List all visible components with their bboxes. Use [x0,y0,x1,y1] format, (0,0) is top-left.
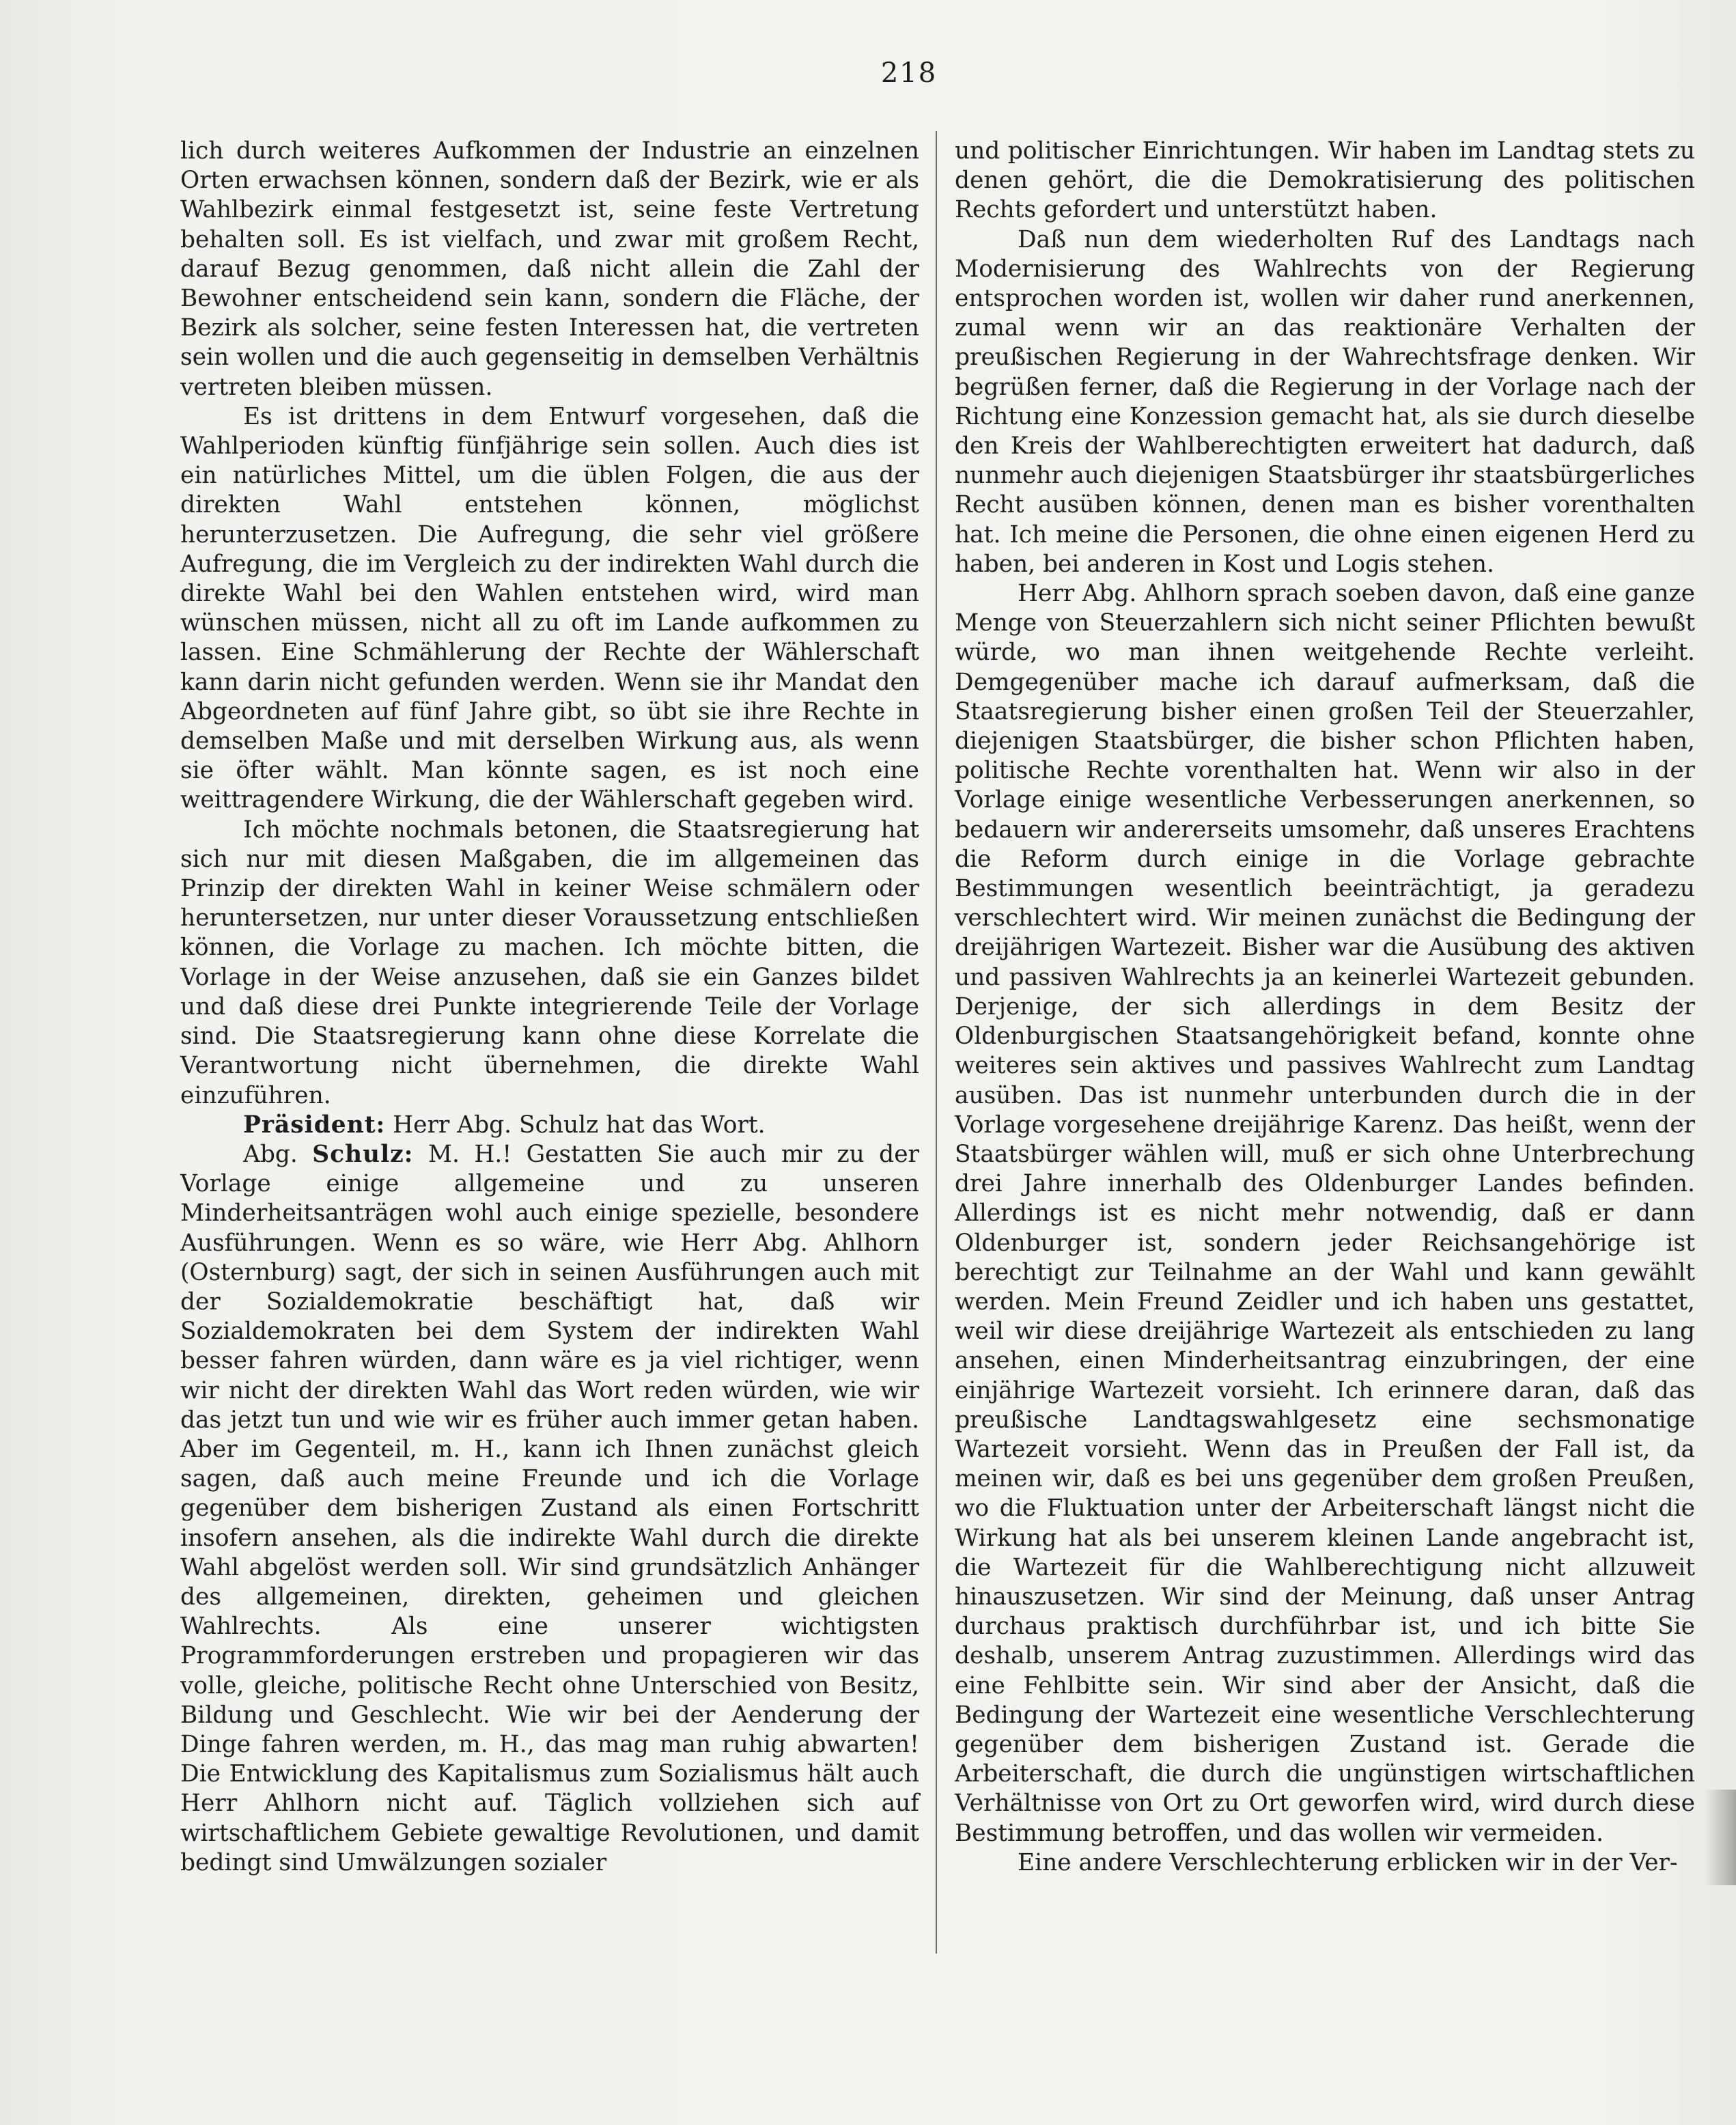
scan-edge-shadow [1705,1790,1736,1885]
speaker-paragraph [180,1111,919,1140]
speaker-label: Präsident: [243,1111,386,1139]
paragraph: Herr Abg. Ahlhorn sprach soeben davon, daß eine ganze Menge von Steuerzahlern sich nicht seiner Pflichten bewußt würde, wo man ihnen weitgehende Rechte verleiht. Demgegenüber mache ich darauf aufmerksam, daß die Staatsregierung bisher einen großen Teil der Steuerzahler, diejenigen Staatsbürger, die bisher schon Pflichten haben, politische Rechte vorenthalten hat. Wenn wir also in der Vorlage einige wesentliche Verbesserungen anerkennen, so bedauern wir andererseits umsomehr, daß unseres Erachtens die Reform durch einige in die Vorlage gebrachte Bestimmungen wesentlich beeinträchtigt, ja geradezu verschlechtert wird. Wir meinen zunächst die Bedingung der dreijährigen Wartezeit. Bisher war die Ausübung des aktiven und passiven Wahlrechts ja an keinerlei Wartezeit gebunden. Derjenige, der sich allerdings in dem Besitz der Oldenburgischen Staatsangehörigkeit befand, konnte ohne weiteres sein aktives und passives Wahlrecht zum Landtag ausüben. Das ist nunmehr unterbunden durch die in der Vorlage vorgesehene dreijährige Karenz. Das heißt, wenn der Staatsbürger wählen will, muß er sich ohne Unterbrechung drei Jahre innerhalb des Oldenburger Landes befinden. Allerdings ist es nicht mehr notwendig, daß er dann Oldenburger ist, sondern jeder Reichsangehörige ist berechtigt zur Teilnahme an der Wahl und kann gewählt werden. Mein Freund Zeidler und ich haben uns gestattet, weil wir diese dreijährige Wartezeit als entschieden zu lang ansehen, einen Minderheitsantrag einzubringen, der eine einjährige Wartezeit vorsieht. Ich erinnere daran, daß das preußische Landtagswahlgesetz eine sechsmonatige Wartezeit vorsieht. Wenn das in Preußen der Fall ist, da meinen wir, daß es bei uns gegenüber dem großen Preußen, wo die Fluktuation unter der Arbeiterschaft längst nicht die Wirkung hat als bei unserem kleinen Lande angebracht ist, die Wartezeit für die Wahlberechtigung nicht allzuweit hinauszusetzen. Wir sind der Meinung, daß unser Antrag durchaus praktisch durchführbar ist, und ich bitte Sie deshalb, unserem Antrag zuzustimmen. Allerdings wird das eine Fehlbitte sein. Wir sind aber der Ansicht, daß die Bedingung der Wartezeit eine wesentliche Verschlechterung gegenüber dem bisherigen Zustand ist. Gerade die Arbeiterschaft, die durch die ungünstigen wirtschaftlichen Verhältnisse von Ort zu Ort geworfen wird, wird durch diese Bestimmung betroffen, und das wollen wir vermeiden. [955,580,1695,1847]
left-column [180,137,919,1878]
speaker-prefix: Abg. [243,1140,298,1168]
paragraph: und politischer Einrichtungen. Wir haben im Landtag stets zu denen gehört, die die Demokratisierung des politischen Rechts gefordert und unterstützt haben. [955,137,1695,224]
paragraph: lich durch weiteres Aufkommen der Industrie an einzelnen Orten erwachsen können, sondern daß der Bezirk, wie er als Wahlbezirk einmal festgesetzt ist, seine feste Vertretung behalten soll. Es ist vielfach, und zwar mit großem Recht, darauf Bezug genommen, daß nicht allein die Zahl der Bewohner entscheidend sein kann, sondern die Fläche, der Bezirk als solcher, seine festen Interessen hat, die vertreten sein wollen und die auch gegenseitig in demselben Verhältnis vertreten bleiben müssen. [180,137,919,401]
page-number: 218 [880,57,938,89]
paragraph: Es ist drittens in dem Entwurf vorgesehen, daß die Wahlperioden künftig fünfjährige sein sollen. Auch dies ist ein natürliches Mittel, um die üblen Folgen, die aus der direkten Wahl entstehen können, möglichst herunterzusetzen. Die Aufregung, die sehr viel größere Aufregung, die im Vergleich zu der indirekten Wahl durch die direkte Wahl bei den Wahlen entstehen wird, wird man wünschen müssen, nicht all zu oft im Lande aufkommen zu lassen. Eine Schmählerung der Rechte der Wählerschaft kann darin nicht gefunden werden. Wenn sie ihr Mandat den Abgeordneten auf fünf Jahre gibt, so übt sie ihre Rechte in demselben Maße und mit derselben Wirkung aus, als wenn sie öfter wählt. Man könnte sagen, es ist noch eine weittragendere Wirkung, die der Wählerschaft gegeben wird. [180,402,919,814]
column-divider [936,131,937,1954]
right-column [955,137,1695,1878]
speaker-label: Schulz: [312,1140,414,1168]
paragraph-text: M. H.! Gestatten Sie auch mir zu der Vorlage einige allgemeine und zu unseren Minderheitsanträgen wohl auch einige spezielle, besondere Ausführungen. Wenn es so wäre, wie Herr Abg. Ahlhorn (Osternburg) sagt, der sich in seinen Ausführungen auch mit der Sozialdemokratie beschäftigt hat, daß wir Sozialdemokraten bei dem System der indirekten Wahl besser fahren würden, dann wäre es ja viel richtiger, wenn wir nicht der direkten Wahl das Wort reden würden, wie wir das jetzt tun und wie wir es früher auch immer getan haben. Aber im Gegenteil, m. H., kann ich Ihnen zunächst gleich sagen, daß auch meine Freunde und ich die Vorlage gegenüber dem bisherigen Zustand als einen Fortschritt insofern ansehen, als die indirekte Wahl durch die direkte Wahl abgelöst werden soll. Wir sind grundsätzlich Anhänger des allgemeinen, direkten, geheimen und gleichen Wahlrechts. Als eine unserer wichtigsten Programmforderungen erstreben und propagieren wir das volle, gleiche, politische Recht ohne Unterschied von Besitz, Bildung und Geschlecht. Wie wir bei der Aenderung der Dinge fahren werden, m. H., das mag man ruhig abwarten! Die Entwicklung des Kapitalismus zum Sozialismus hält auch Herr Ahlhorn nicht auf. Täglich vollziehen sich auf wirtschaftlichem Gebiete gewaltige Revolutionen, und damit bedingt sind Umwälzungen sozialer [180,1140,919,1876]
speaker-paragraph [180,1140,919,1878]
paragraph-text: Herr Abg. Schulz hat das Wort. [393,1111,766,1139]
paragraph: Eine andere Verschlechterung erblicken wir in der Ver- [1018,1848,1678,1876]
paragraph: Ich möchte nochmals betonen, die Staatsregierung hat sich nur mit diesen Maßgaben, die im allgemeinen das Prinzip der direkten Wahl in keiner Weise schmälern oder heruntersetzen, nur unter dieser Voraussetzung entschließen können, die Vorlage zu machen. Ich möchte bitten, die Vorlage in der Weise anzusehen, daß sie ein Ganzes bildet und daß diese drei Punkte integrierende Teile der Vorlage sind. Die Staatsregierung kann ohne diese Korrelate die Verantwortung nicht übernehmen, die direkte Wahl einzuführen. [180,816,919,1109]
paragraph: Daß nun dem wiederholten Ruf des Landtags nach Modernisierung des Wahlrechts von der Regierung entsprochen worden ist, wollen wir daher rund anerkennen, zumal wenn wir an das reaktionäre Verhalten der preußischen Regierung in der Wahrechtsfrage denken. Wir begrüßen ferner, daß die Regierung in der Vorlage nach der Richtung eine Konzession gemacht hat, als sie durch dieselbe den Kreis der Wahlberechtigten erweitert hat dadurch, daß nunmehr auch diejenigen Staatsbürger ihr staatsbürgerliches Recht ausüben können, denen man es bisher vorenthalten hat. Ich meine die Personen, die ohne einen eigenen Herd zu haben, bei anderen in Kost und Logis stehen. [955,225,1695,578]
